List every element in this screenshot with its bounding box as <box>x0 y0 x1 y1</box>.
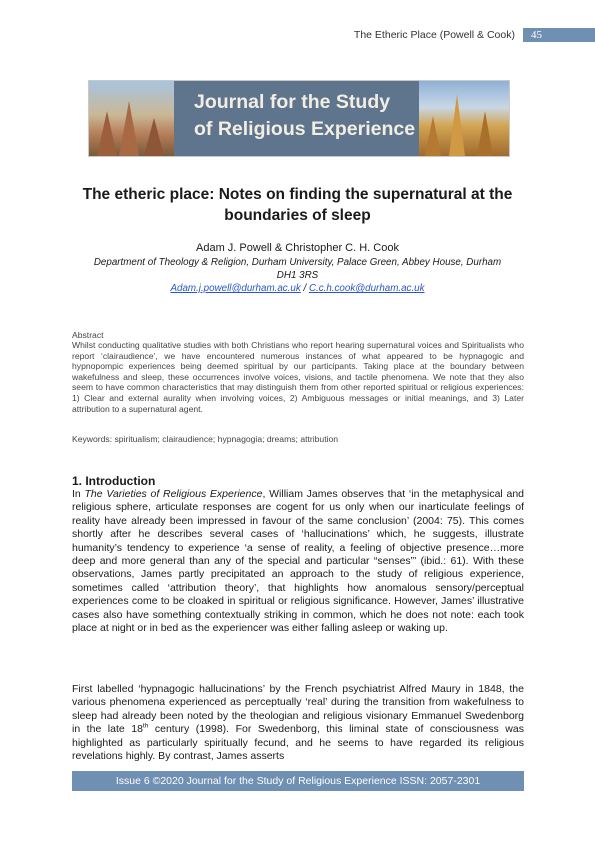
book-title-italic: The Varieties of Religious Experience <box>84 488 263 500</box>
abstract-label: Abstract <box>72 330 104 340</box>
intro-paragraph-2: First labelled ‘hypnagogic hallucinations’ by the French psychiatrist Alfred Maury in 1848, the various phenomena experienced as perceptually ‘real’ during the transition from wakefulness to sleep had already been noted by the theologian and religious visionary Emmanuel Swedenborg in the late 18th century (1998). For Swedenborg, this liminal state of consciousness was highlighted as particularly spiritually fecund, and he seems to have regarded its religious revelations highly. By contrast, James asserts <box>72 683 524 763</box>
temple-image-right <box>419 81 509 156</box>
author-affiliation: Department of Theology & Religion, Durham University, Palace Green, Abbey House, Durham DH1 3RS <box>93 257 502 281</box>
abstract-body: Whilst conducting qualitative studies with both Christians who report hearing supernatural voices and Spiritualists who report ‘clairaudience’, we have encountered numerous instances of what appeared to be hypnagogic and hypnopompic experiences being deemed spiritual by our participants. Taking place at the boundary between wakefulness and sleep, these occurrences involve voices, visions, and tactile phenomena. We note that they also seem to have common characteristics that may distinguish them from other reported spiritual or religious experiences: 1) Clear and external aurality when involving voices, 2) Ambiguous messages or initial meanings, and 3) Later attribution to a supernatural agent. <box>72 340 524 414</box>
author-emails <box>40 283 555 294</box>
section-heading-introduction: 1. Introduction <box>72 474 156 488</box>
temple-image-left <box>89 81 174 156</box>
email-separator: / <box>300 283 309 294</box>
email-link-cook[interactable]: C.c.h.cook@durham.ac.uk <box>308 283 425 294</box>
issue-footer: Issue 6 ©2020 Journal for the Study of Religious Experience ISSN: 2057-2301 <box>72 771 524 791</box>
banner-title-line1: Journal for the Study <box>194 91 391 113</box>
journal-banner <box>88 80 510 157</box>
keywords: Keywords: spiritualism; clairaudience; hypnagogia; dreams; attribution <box>72 434 339 444</box>
email-link-powell[interactable]: Adam.j.powell@durham.ac.uk <box>170 283 301 294</box>
page-number: 45 <box>523 28 595 42</box>
running-title: The Etheric Place (Powell & Cook) <box>353 29 515 41</box>
banner-title-line2: of Religious Experience <box>194 118 416 140</box>
intro-paragraph-1: In The Varieties of Religious Experience, William James observes that ‘in the metaphysical and religious sphere, articulate responses are cogent for us only when our inarticulate feelings of reality have already been impressed in favour of the same conclusion’ (2004: 75). This comes shortly after he describes several cases of ‘hallucinations’ which, he suggests, illustrate humanity’s tendency to experience ‘a sense of reality, a feeling of objective presence…more deep and more general than any of the special and particular “senses”’ (ibid.: 61). With these observations, James partly precipitated an approach to the study of religious experience, sometimes called ‘attribution theory’, that highlights how anomalous sensory/perceptual experiences come to be cloaked in spiritual or religious significance. However, James’ illustrative cases also have something contextually striking in common, which he does not note: each took place at night or in bed as the experiencer was either falling asleep or waking up. <box>72 488 525 635</box>
article-title: The etheric place: Notes on finding the supernatural at the boundaries of sleep <box>82 186 513 224</box>
article-authors: Adam J. Powell & Christopher C. H. Cook <box>196 242 399 254</box>
banner-title-panel <box>174 81 419 156</box>
